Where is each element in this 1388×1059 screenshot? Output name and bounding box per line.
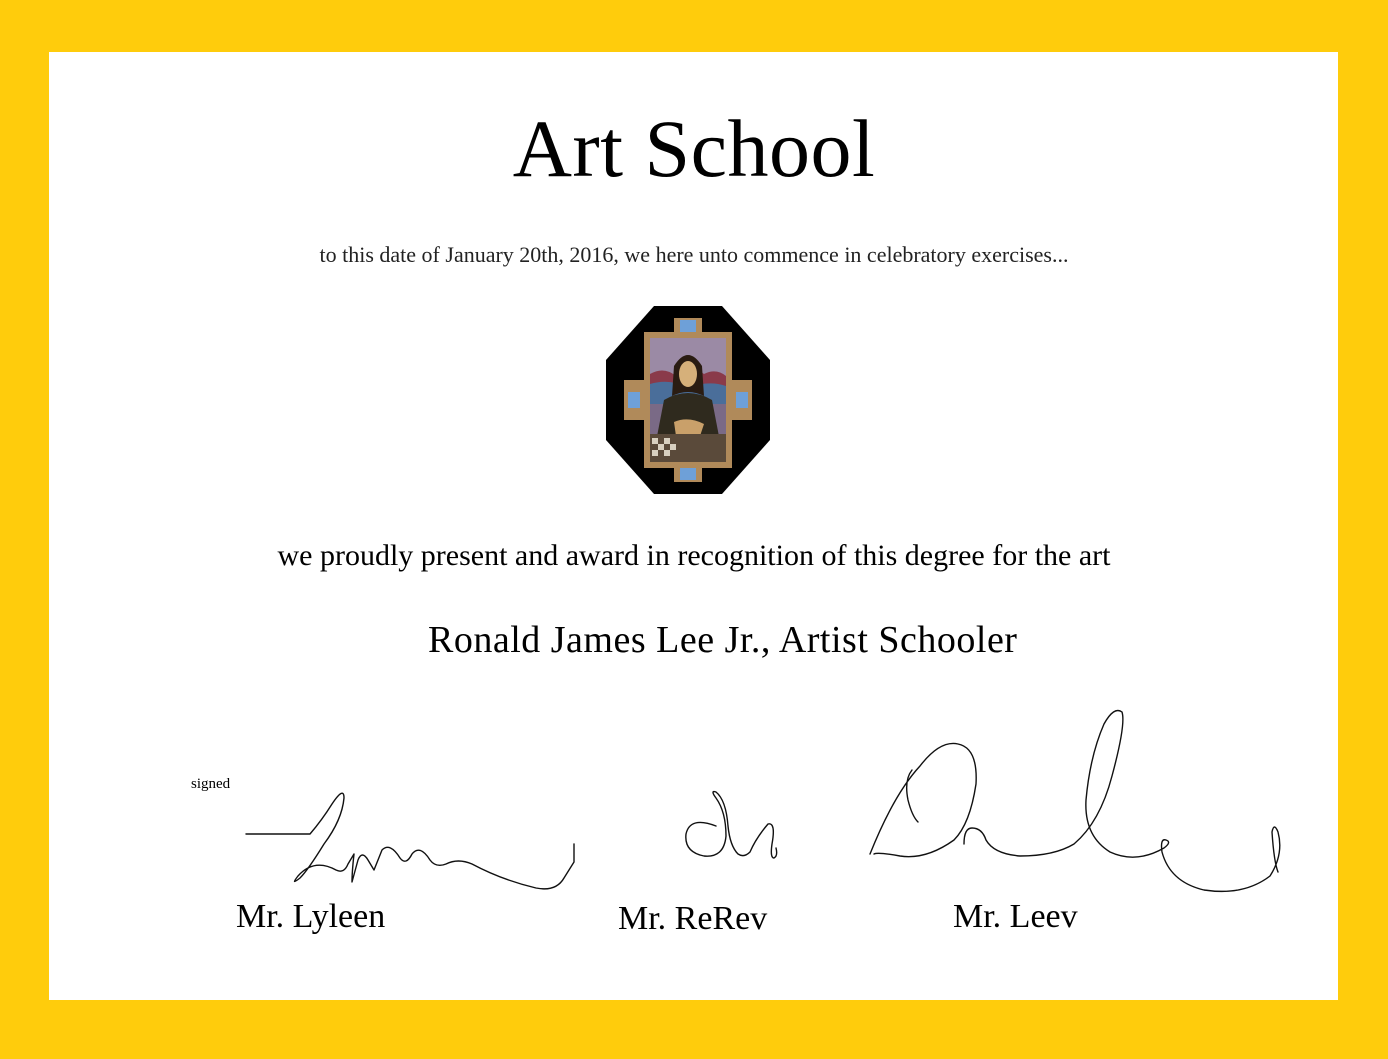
mona-lisa-octagon-emblem-icon	[604, 304, 772, 496]
signed-label: signed	[191, 776, 231, 792]
dedication-line: to this date of January 20th, 2016, we here unto commence in celebratory exercises...	[319, 242, 1069, 267]
signer-name-leev: Mr. Leev	[953, 898, 1078, 935]
signature-lyleen-icon	[240, 780, 585, 900]
signature-rerev-icon	[680, 786, 780, 866]
signature-leev-icon	[864, 704, 1284, 904]
signer-name-rerev: Mr. ReRev	[618, 900, 768, 937]
recipient-name: Ronald James Lee Jr., Artist Schooler	[428, 619, 1018, 661]
certificate-title: Art School	[512, 103, 876, 194]
presentation-line: we proudly present and award in recognition of this degree for the art	[277, 539, 1111, 572]
signer-name-lyleen: Mr. Lyleen	[236, 898, 386, 935]
